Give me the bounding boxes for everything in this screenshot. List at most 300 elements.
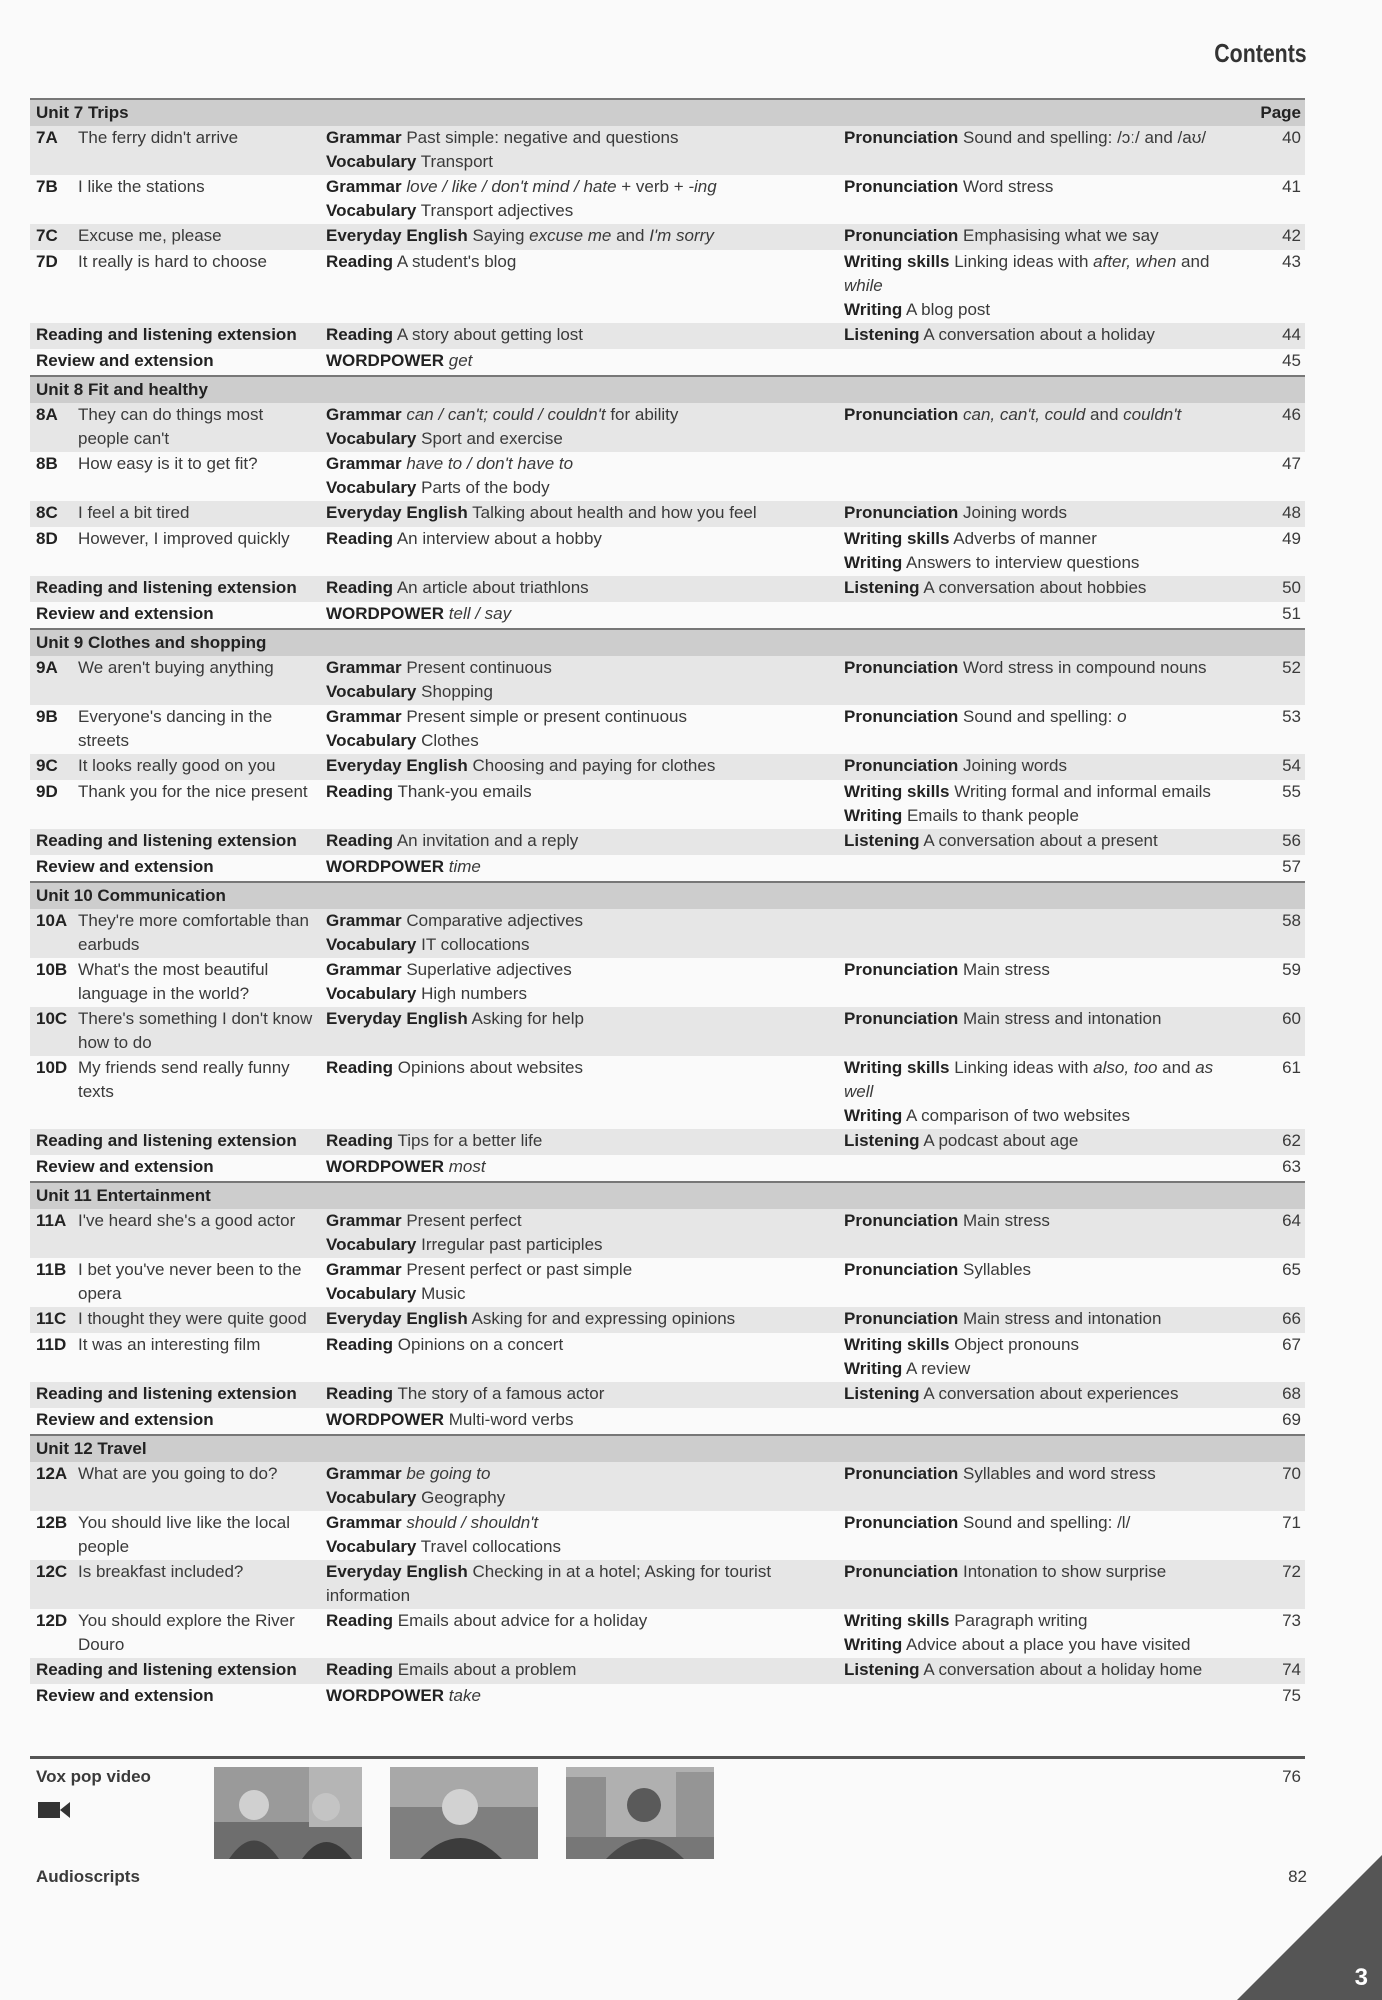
cell-line	[844, 501, 1239, 525]
grammar-vocab-cell	[320, 1684, 838, 1709]
skill-text: Sound and spelling:	[958, 707, 1118, 726]
lesson-cell	[30, 602, 320, 627]
skill-text: Sound and spelling: /l/	[958, 1513, 1131, 1532]
lesson-row	[30, 175, 1305, 224]
skills-cell	[838, 705, 1245, 753]
page-number-cell: 58	[1282, 911, 1301, 930]
cell-line	[326, 476, 832, 500]
lesson-cell	[30, 1307, 320, 1332]
grammar-vocab-cell	[320, 1511, 838, 1559]
skills-cell	[838, 323, 1245, 348]
page-number-cell: 75	[1282, 1686, 1301, 1705]
skill-text: after, when	[1093, 252, 1177, 271]
skill-text: as well	[844, 1058, 1214, 1101]
cell-line	[326, 175, 832, 199]
page-number-cell: 40	[1282, 128, 1301, 147]
skills-cell	[838, 1007, 1245, 1055]
skill-label: Pronunciation	[844, 756, 959, 775]
page-column-header: Page	[1260, 103, 1301, 122]
page-number-cell: 74	[1282, 1660, 1301, 1679]
skill-label: Vocabulary	[326, 201, 417, 220]
lesson-row	[30, 1684, 1305, 1710]
cell-line	[326, 705, 832, 729]
skill-text: Sound and spelling: /ɔː/ and /aʊ/	[958, 128, 1207, 147]
skill-text: Irregular past participles	[416, 1235, 603, 1254]
lesson-cell	[30, 1333, 320, 1381]
skill-text: most	[444, 1157, 486, 1176]
skill-label: Pronunciation	[844, 1513, 959, 1532]
lesson-row	[30, 829, 1305, 855]
skill-label: Grammar	[326, 658, 402, 677]
skill-text: Clothes	[416, 731, 479, 750]
section-title: Reading and listening extension	[36, 1131, 297, 1150]
skill-label: Reading	[326, 529, 394, 548]
cell-line	[844, 250, 1239, 298]
lesson-row	[30, 1511, 1305, 1560]
cell-line	[844, 804, 1239, 828]
grammar-vocab-cell	[320, 1209, 838, 1257]
skills-cell	[838, 1560, 1245, 1608]
lesson-code: 8D	[36, 529, 58, 548]
cell-line	[844, 1129, 1239, 1153]
page-number-cell: 49	[1282, 529, 1301, 548]
lesson-title: I feel a bit tired	[78, 503, 190, 522]
skill-label: Everyday English	[326, 1562, 468, 1581]
skill-text: be going to	[401, 1464, 491, 1483]
skill-text: for ability	[605, 405, 679, 424]
cell-line	[844, 1104, 1239, 1128]
vox-pop-page: 76	[1282, 1767, 1301, 1786]
lesson-code: 12A	[36, 1464, 68, 1483]
cell-line	[844, 1056, 1239, 1104]
skill-label: Writing	[844, 300, 903, 319]
cell-line	[326, 1209, 832, 1233]
cell-line	[844, 551, 1239, 575]
grammar-vocab-cell	[320, 1609, 838, 1657]
skill-label: Vocabulary	[326, 682, 417, 701]
skill-text: Sport and exercise	[416, 429, 563, 448]
skills-cell	[838, 576, 1245, 601]
skill-text: and	[1176, 252, 1210, 271]
cell-line	[844, 298, 1239, 322]
lesson-title: How easy is it to get fit?	[78, 454, 258, 473]
skill-label: Grammar	[326, 1513, 402, 1532]
grammar-vocab-cell	[320, 527, 838, 575]
lesson-cell	[30, 1382, 320, 1407]
cell-line	[844, 224, 1239, 248]
skill-text: Asking for and expressing opinions	[467, 1309, 736, 1328]
lesson-title: My friends send really funny texts	[78, 1058, 290, 1101]
skill-text: o	[1117, 707, 1127, 726]
skill-text: -ing	[688, 177, 717, 196]
skill-text: Word stress	[958, 177, 1054, 196]
unit-title: Unit 7 Trips	[36, 103, 129, 122]
skills-cell	[838, 126, 1245, 174]
page-number-cell: 52	[1282, 658, 1301, 677]
skills-cell	[838, 1408, 1245, 1433]
grammar-vocab-cell	[320, 501, 838, 526]
skill-label: Grammar	[326, 1211, 402, 1230]
skills-cell	[838, 1382, 1245, 1407]
cell-line	[844, 175, 1239, 199]
lesson-cell	[30, 1560, 320, 1608]
page-number-cell: 67	[1282, 1335, 1301, 1354]
skill-text: Past simple: negative and questions	[401, 128, 679, 147]
page-number-cell: 71	[1282, 1513, 1301, 1532]
cell-line	[326, 576, 832, 600]
skill-text: Joining words	[958, 756, 1067, 775]
cell-line	[844, 403, 1239, 427]
skill-label: Everyday English	[326, 1009, 468, 1028]
skill-label: Vocabulary	[326, 984, 417, 1003]
lesson-row	[30, 1209, 1305, 1258]
skill-text: A conversation about experiences	[919, 1384, 1179, 1403]
cell-line	[844, 1560, 1239, 1584]
skill-text: Geography	[416, 1488, 506, 1507]
grammar-vocab-cell	[320, 780, 838, 828]
section-title: Review and extension	[36, 1410, 214, 1429]
page-number-cell: 56	[1282, 831, 1301, 850]
cell-line	[326, 933, 832, 957]
skill-text: can, can't, could	[958, 405, 1086, 424]
cell-line	[326, 1307, 832, 1331]
vox-pop-thumbnail-1[interactable]	[214, 1767, 362, 1859]
skill-text: A conversation about a present	[919, 831, 1158, 850]
vox-pop-section	[30, 1756, 1305, 1869]
skill-label: Reading	[326, 578, 394, 597]
lesson-code: 10D	[36, 1058, 68, 1077]
cell-line	[326, 958, 832, 982]
skill-text: Emails about a problem	[393, 1660, 577, 1679]
cell-line	[844, 754, 1239, 778]
skill-text: while	[844, 276, 883, 295]
lesson-row	[30, 576, 1305, 602]
skill-text: A review	[902, 1359, 971, 1378]
cell-line	[326, 1684, 832, 1708]
skill-text: + verb +	[616, 177, 689, 196]
skill-text: Writing formal and informal emails	[949, 782, 1211, 801]
lesson-cell	[30, 1258, 320, 1306]
lesson-title: It was an interesting film	[78, 1335, 261, 1354]
lesson-code: 7A	[36, 128, 58, 147]
skill-text: Object pronouns	[949, 1335, 1079, 1354]
page-number-cell: 59	[1282, 960, 1301, 979]
cell-line	[844, 780, 1239, 804]
skills-cell	[838, 958, 1245, 1006]
lesson-cell	[30, 1462, 320, 1510]
page-number-cell: 50	[1282, 578, 1301, 597]
skill-text: A story about getting lost	[393, 325, 584, 344]
skills-cell	[838, 175, 1245, 223]
audioscripts-row	[36, 1867, 1311, 1887]
skill-label: Pronunciation	[844, 1260, 959, 1279]
page-number-cell: 60	[1282, 1009, 1301, 1028]
lesson-cell	[30, 576, 320, 601]
skill-label: Pronunciation	[844, 1464, 959, 1483]
skill-label: Vocabulary	[326, 429, 417, 448]
skill-text: Intonation to show surprise	[958, 1562, 1167, 1581]
skill-text: Music	[416, 1284, 466, 1303]
skill-label: Grammar	[326, 454, 402, 473]
grammar-vocab-cell	[320, 1333, 838, 1381]
unit-title: Unit 11 Entertainment	[36, 1186, 211, 1205]
lesson-cell	[30, 1408, 320, 1433]
cell-line	[326, 729, 832, 753]
skill-label: Listening	[844, 1131, 920, 1150]
skills-cell	[838, 754, 1245, 779]
page-number-cell: 64	[1282, 1211, 1301, 1230]
grammar-vocab-cell	[320, 250, 838, 322]
cell-line	[326, 1233, 832, 1257]
skill-text: Main stress and intonation	[958, 1309, 1162, 1328]
unit-header	[30, 98, 1305, 126]
skill-text: Emails about advice for a holiday	[393, 1611, 648, 1630]
lesson-code: 11B	[36, 1260, 67, 1279]
lesson-title: They're more comfortable than earbuds	[78, 911, 309, 954]
unit-title: Unit 9 Clothes and shopping	[36, 633, 267, 652]
lesson-cell	[30, 958, 320, 1006]
page-number-cell: 42	[1282, 226, 1301, 245]
page-number-cell: 48	[1282, 503, 1301, 522]
cell-line	[326, 452, 832, 476]
page-number-cell: 55	[1282, 782, 1301, 801]
lesson-cell	[30, 1129, 320, 1154]
skill-label: Writing	[844, 1106, 903, 1125]
lesson-title: Everyone's dancing in the streets	[78, 707, 273, 750]
skill-text: Answers to interview questions	[902, 553, 1140, 572]
skill-text: and	[611, 226, 650, 245]
cell-line	[326, 1129, 832, 1153]
skill-text: Travel collocations	[416, 1537, 561, 1556]
skill-text: Main stress	[958, 1211, 1050, 1230]
section-title: Reading and listening extension	[36, 1384, 297, 1403]
cell-line	[844, 1382, 1239, 1406]
skills-cell	[838, 1155, 1245, 1180]
cell-line	[844, 1307, 1239, 1331]
skill-text: I'm sorry	[649, 226, 714, 245]
skill-text: Paragraph writing	[949, 1611, 1088, 1630]
lesson-row	[30, 1129, 1305, 1155]
section-title: Reading and listening extension	[36, 1660, 297, 1679]
page-number-cell: 57	[1282, 857, 1301, 876]
grammar-vocab-cell	[320, 705, 838, 753]
skill-label: Pronunciation	[844, 226, 959, 245]
skills-cell	[838, 1462, 1245, 1510]
lesson-cell	[30, 855, 320, 880]
cell-line	[326, 349, 832, 373]
skill-text: excuse me	[529, 226, 612, 245]
cell-line	[844, 1258, 1239, 1282]
skill-label: Grammar	[326, 1464, 402, 1483]
section-title: Reading and listening extension	[36, 831, 297, 850]
skill-label: Writing	[844, 1635, 903, 1654]
skill-text: Transport	[416, 152, 493, 171]
skill-text: Main stress	[958, 960, 1050, 979]
vox-pop-thumbnail-3[interactable]	[566, 1767, 714, 1859]
cell-line	[326, 1462, 832, 1486]
skill-label: Reading	[326, 1131, 394, 1150]
lesson-cell	[30, 909, 320, 957]
lesson-cell	[30, 1056, 320, 1128]
grammar-vocab-cell	[320, 909, 838, 957]
vox-pop-thumbnail-2[interactable]	[390, 1767, 538, 1859]
lesson-row	[30, 1408, 1305, 1434]
skill-text: A podcast about age	[919, 1131, 1079, 1150]
cell-line	[844, 323, 1239, 347]
skill-label: Vocabulary	[326, 152, 417, 171]
cell-line	[326, 1333, 832, 1357]
cell-line	[326, 501, 832, 525]
skills-cell	[838, 829, 1245, 854]
grammar-vocab-cell	[320, 126, 838, 174]
lesson-code: 8A	[36, 405, 58, 424]
cell-line	[326, 829, 832, 853]
skill-label: Listening	[844, 1660, 920, 1679]
audioscripts-page: 82	[1288, 1867, 1307, 1886]
cell-line	[326, 1007, 832, 1031]
skill-label: Everyday English	[326, 756, 468, 775]
skills-cell	[838, 855, 1245, 880]
audioscripts-label: Audioscripts	[36, 1867, 140, 1886]
skills-cell	[838, 1684, 1245, 1709]
skills-cell	[838, 1129, 1245, 1154]
lesson-title: What's the most beautiful language in the world?	[78, 960, 269, 1003]
cell-line	[326, 126, 832, 150]
skills-cell	[838, 602, 1245, 627]
lesson-row	[30, 452, 1305, 501]
grammar-vocab-cell	[320, 1155, 838, 1180]
skill-text: A blog post	[902, 300, 991, 319]
page-number-cell: 61	[1282, 1058, 1301, 1077]
skill-text: Comparative adjectives	[401, 911, 584, 930]
lesson-code: 7D	[36, 252, 58, 271]
skill-text: IT collocations	[416, 935, 530, 954]
cell-line	[326, 1658, 832, 1682]
skill-text: Thank-you emails	[393, 782, 532, 801]
skill-text: Syllables and word stress	[958, 1464, 1156, 1483]
skill-label: Pronunciation	[844, 960, 959, 979]
lesson-cell	[30, 1155, 320, 1180]
cell-line	[326, 1155, 832, 1179]
section-title: Review and extension	[36, 351, 214, 370]
lesson-code: 9D	[36, 782, 58, 801]
page-number: 3	[1354, 1964, 1368, 1991]
skill-text: time	[444, 857, 481, 876]
lesson-title: The ferry didn't arrive	[78, 128, 239, 147]
skill-label: Reading	[326, 1058, 394, 1077]
page-column-header	[1225, 377, 1305, 403]
lesson-row	[30, 224, 1305, 250]
skill-text: couldn't	[1123, 405, 1182, 424]
cell-line	[326, 150, 832, 174]
skill-label: Pronunciation	[844, 658, 959, 677]
skill-label: Vocabulary	[326, 935, 417, 954]
skill-label: Reading	[326, 252, 394, 271]
page-number-cell: 45	[1282, 351, 1301, 370]
skill-text: A comparison of two websites	[902, 1106, 1130, 1125]
section-title: Review and extension	[36, 604, 214, 623]
lesson-cell	[30, 705, 320, 753]
skill-label: WORDPOWER	[326, 351, 445, 370]
cell-line	[326, 1382, 832, 1406]
section-title: Review and extension	[36, 1686, 214, 1705]
lesson-cell	[30, 1511, 320, 1559]
page-number-cell: 69	[1282, 1410, 1301, 1429]
lesson-row	[30, 1333, 1305, 1382]
cell-line	[326, 1560, 832, 1608]
cell-line	[326, 656, 832, 680]
skill-text: Present perfect	[401, 1211, 522, 1230]
cell-line	[844, 126, 1239, 150]
lesson-row	[30, 1056, 1305, 1129]
unit-header	[30, 1181, 1305, 1209]
skills-cell	[838, 1056, 1245, 1128]
skill-text: Transport adjectives	[416, 201, 574, 220]
skill-label: WORDPOWER	[326, 604, 445, 623]
cell-line	[844, 958, 1239, 982]
lesson-title: There's something I don't know how to do	[78, 1009, 313, 1052]
skill-text: Superlative adjectives	[401, 960, 572, 979]
skill-text: Talking about health and how you feel	[467, 503, 757, 522]
skill-label: Vocabulary	[326, 1537, 417, 1556]
grammar-vocab-cell	[320, 754, 838, 779]
skill-text: and	[1157, 1058, 1196, 1077]
cell-line	[844, 705, 1239, 729]
skill-text: The story of a famous actor	[393, 1384, 605, 1403]
lesson-row	[30, 1462, 1305, 1511]
skill-text: Word stress in compound nouns	[958, 658, 1207, 677]
skill-text: Linking ideas with	[949, 252, 1094, 271]
skill-text: Tips for a better life	[393, 1131, 543, 1150]
page-title: Contents	[1214, 38, 1307, 68]
skill-text: Emails to thank people	[902, 806, 1079, 825]
cell-line	[326, 1486, 832, 1510]
skill-label: Pronunciation	[844, 707, 959, 726]
skill-label: Writing skills	[844, 1058, 950, 1077]
unit-header	[30, 881, 1305, 909]
grammar-vocab-cell	[320, 576, 838, 601]
skills-cell	[838, 501, 1245, 526]
skill-label: Reading	[326, 831, 394, 850]
skill-text: Checking in at a hotel; Asking for tourist information	[326, 1562, 772, 1605]
skill-text: An article about triathlons	[393, 578, 589, 597]
cell-line	[326, 754, 832, 778]
skill-text: A student's blog	[393, 252, 517, 271]
cell-line	[844, 1633, 1239, 1657]
lesson-cell	[30, 403, 320, 451]
lesson-cell	[30, 754, 320, 779]
cell-line	[326, 427, 832, 451]
grammar-vocab-cell	[320, 403, 838, 451]
skill-label: Writing	[844, 553, 903, 572]
grammar-vocab-cell	[320, 1560, 838, 1608]
lesson-cell	[30, 527, 320, 575]
grammar-vocab-cell	[320, 349, 838, 374]
lesson-title: What are you going to do?	[78, 1464, 278, 1483]
cell-line	[844, 527, 1239, 551]
section-title: Reading and listening extension	[36, 325, 297, 344]
lesson-row	[30, 780, 1305, 829]
page-number-cell: 41	[1282, 177, 1301, 196]
grammar-vocab-cell	[320, 224, 838, 249]
lesson-row	[30, 602, 1305, 628]
cell-line	[326, 199, 832, 223]
skill-label: Writing skills	[844, 1335, 950, 1354]
page-number-cell: 73	[1282, 1611, 1301, 1630]
page-number-cell: 63	[1282, 1157, 1301, 1176]
page-number-cell: 68	[1282, 1384, 1301, 1403]
skill-label: Grammar	[326, 128, 402, 147]
